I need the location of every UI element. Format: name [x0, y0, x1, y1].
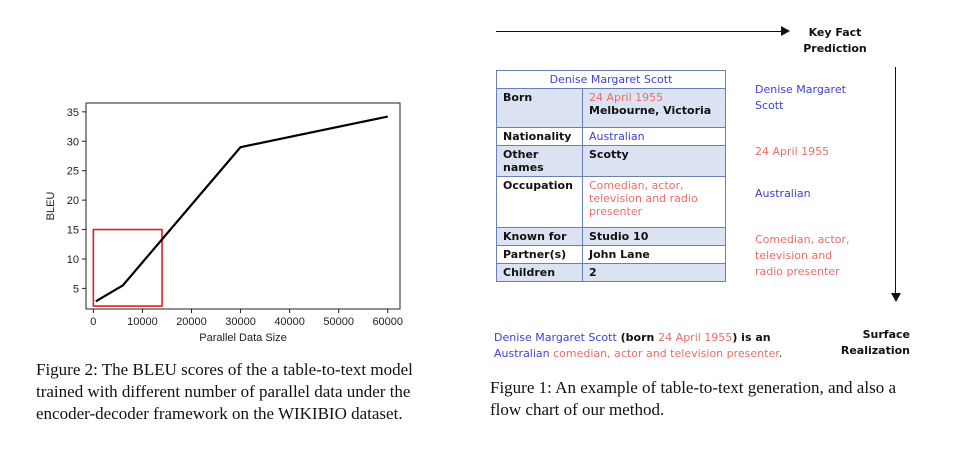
occupation-value: Comedian, actor, television and radio presenter — [583, 177, 726, 228]
x-tick-label: 30000 — [225, 316, 256, 328]
key-fact-nationality: Australian — [755, 187, 811, 200]
partner-value: John Lane — [583, 246, 726, 264]
row-key: Children — [497, 264, 583, 282]
plot-frame — [86, 103, 400, 309]
table-row — [497, 128, 726, 146]
y-tick-label: 15 — [66, 224, 79, 237]
highlight-box — [93, 230, 162, 307]
nationality-value: Australian — [583, 128, 726, 146]
figure-2-caption: Figure 2: The BLEU scores of the a table-to-text model trained with different number of parallel data under the encoder-decoder framework on the WIKIBIO dataset. — [36, 360, 413, 423]
surface-label-line1: Surface — [862, 328, 910, 341]
surface-realization-label — [830, 327, 910, 359]
table-row — [497, 246, 726, 264]
x-tick-label: 60000 — [372, 316, 404, 328]
x-tick-label: 10000 — [127, 316, 158, 328]
other-names-value: Scotty — [583, 146, 726, 177]
x-tick-label: 50000 — [323, 316, 354, 328]
row-key: Nationality — [497, 128, 583, 146]
table-row — [497, 228, 726, 246]
table-row — [497, 177, 726, 228]
key-fact-date: 24 April 1955 — [755, 145, 830, 158]
y-tick-label: 20 — [66, 195, 79, 208]
key-fact-occupation: Comedian, actor, television and radio presenter — [755, 233, 850, 278]
surface-realization-arrow — [895, 67, 896, 297]
x-tick-label: 40000 — [274, 316, 305, 328]
row-value — [583, 89, 726, 128]
y-axis-label: BLEU — [45, 191, 57, 221]
y-tick-label: 10 — [66, 253, 79, 266]
sentence-nationality: Australian — [494, 347, 550, 360]
bleu-line-chart — [40, 95, 410, 345]
row-key: Known for — [497, 228, 583, 246]
bleu-series-line — [96, 117, 388, 302]
key-fact-prediction-label — [795, 25, 875, 57]
sentence-is-an: ) is an — [732, 331, 771, 344]
table-row — [497, 89, 726, 128]
key-fact-label-line1: Key Fact — [808, 26, 862, 39]
y-tick-label: 5 — [72, 283, 79, 296]
table-row — [497, 146, 726, 177]
y-tick-label: 35 — [66, 106, 79, 119]
row-key: Partner(s) — [497, 246, 583, 264]
infobox-title: Denise Margaret Scott — [497, 71, 726, 89]
row-key: Other names — [497, 146, 583, 177]
born-date-value: 24 April 1955 — [589, 91, 664, 104]
y-tick-label: 30 — [66, 136, 79, 149]
surface-realization-arrow-head — [891, 293, 901, 302]
key-fact-arrow — [496, 31, 786, 32]
x-tick-label: 0 — [90, 316, 97, 328]
row-key: Occupation — [497, 177, 583, 228]
infobox-table — [496, 70, 726, 282]
sentence-born-open: (born — [616, 331, 659, 344]
table-row — [497, 264, 726, 282]
figure-1-caption: Figure 1: An example of table-to-text generation, and also a flow chart of our method. — [490, 378, 896, 419]
generated-sentence — [494, 330, 834, 362]
sentence-date: 24 April 1955 — [658, 331, 733, 344]
key-fact-label-line2: Prediction — [803, 42, 867, 55]
born-place-value: Melbourne, Victoria — [589, 104, 712, 117]
key-fact-name: Denise Margaret Scott — [755, 83, 846, 112]
key-fact-arrow-head — [781, 26, 790, 36]
x-tick-label: 20000 — [176, 316, 207, 328]
surface-label-line2: Realization — [840, 344, 910, 357]
y-tick-label: 25 — [66, 165, 79, 178]
sentence-end: . — [778, 347, 783, 360]
row-key: Born — [497, 89, 583, 128]
x-axis-label: Parallel Data Size — [199, 332, 287, 344]
sentence-name: Denise Margaret Scott — [494, 331, 617, 344]
children-value: 2 — [583, 264, 726, 282]
known-for-value: Studio 10 — [583, 228, 726, 246]
sentence-occupation: comedian, actor and television presenter — [549, 347, 779, 360]
